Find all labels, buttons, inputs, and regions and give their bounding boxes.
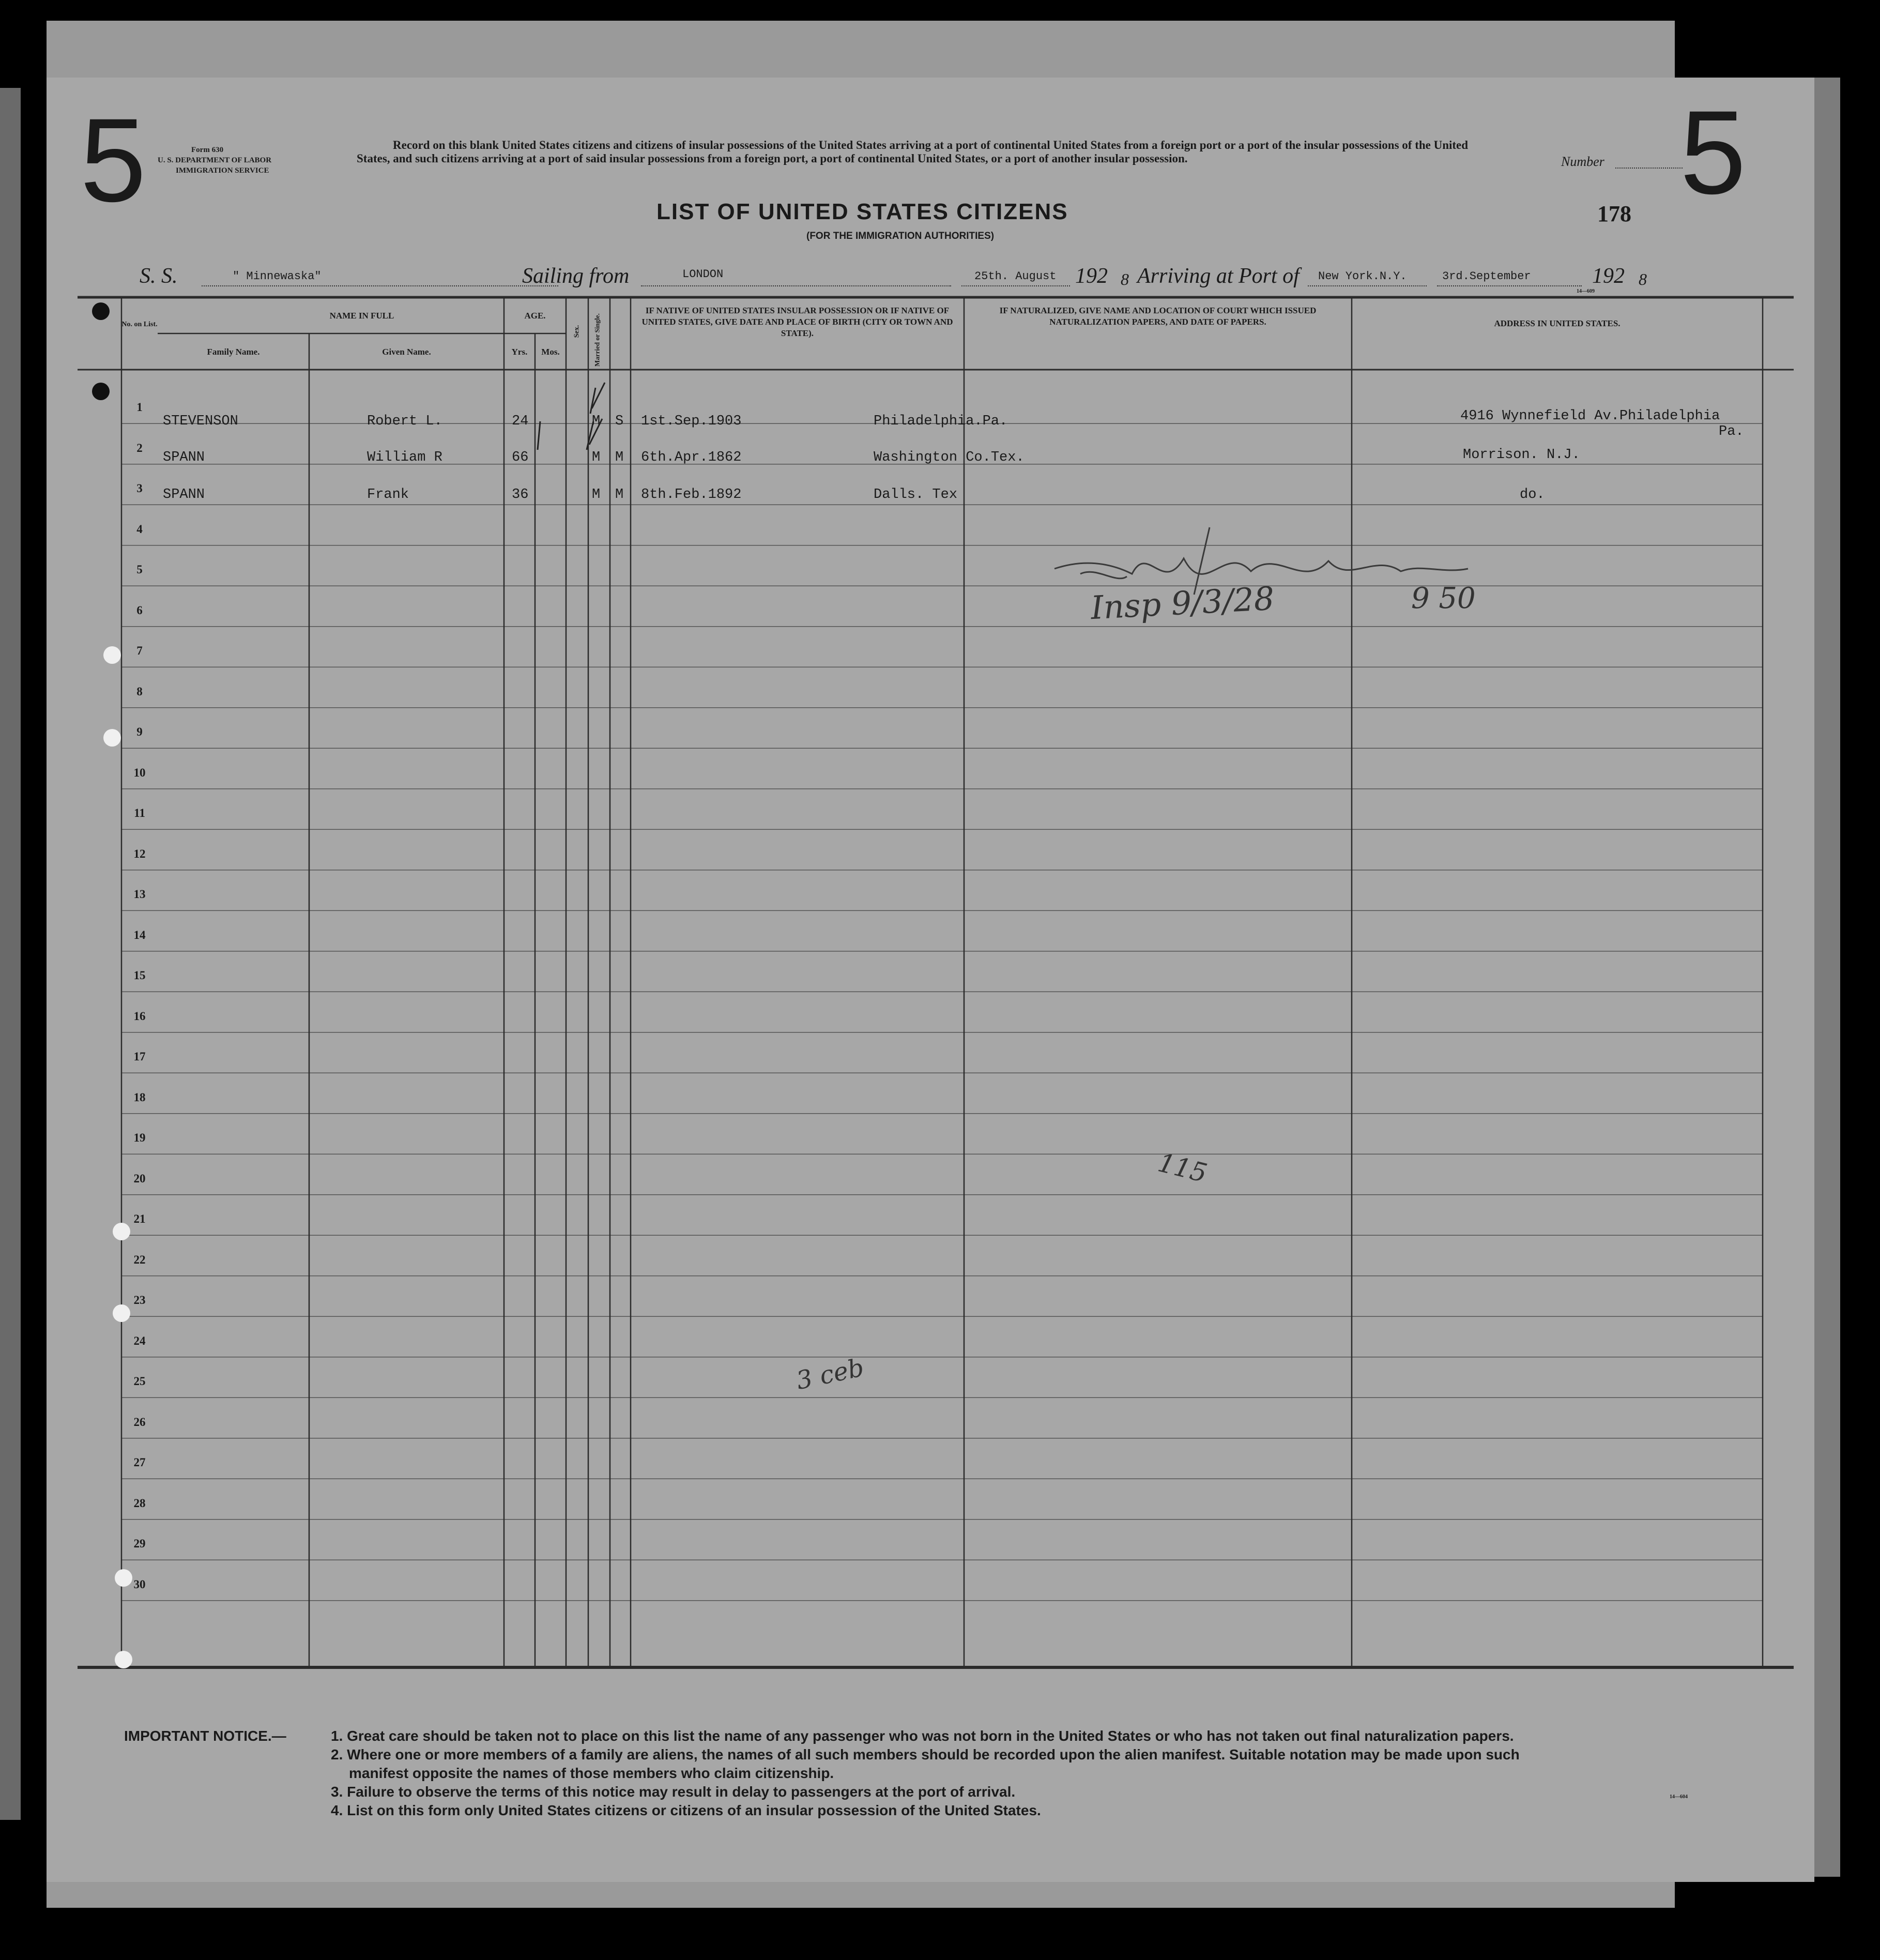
marital-status: M — [615, 487, 624, 503]
family-name: SPANN — [163, 450, 205, 465]
row-number: 12 — [133, 847, 146, 860]
header-given-name: Given Name. — [382, 347, 431, 357]
row-number: 4 — [136, 522, 143, 536]
intro-text: Record on this blank United States citizens and citizens of insular possessions of the United States arriving at a port of continental United States from a foreign port or a port of the insular possessions of the United States, and such citizens arriving at a port of said insular possessions from a foreign port, a port of continental United States, or a port of another insular possession. — [357, 139, 1469, 165]
row-number: 5 — [136, 563, 143, 576]
given-name: Robert L. — [367, 414, 442, 429]
punch-hole — [103, 729, 121, 747]
row-number: 9 — [136, 725, 143, 738]
manifest-form — [47, 78, 1814, 1882]
age-years: 66 — [512, 450, 529, 465]
footer-code: 14—604 — [1670, 1794, 1688, 1800]
service-label: IMMIGRATION SERVICE — [176, 166, 269, 175]
notice-item-4: 4. List on this form only United States citizens or citizens of an insular possession of the United States. — [331, 1802, 1041, 1818]
given-name: Frank — [367, 487, 409, 503]
sheet-number-left: 5 — [80, 94, 146, 226]
row-number: 1 — [136, 401, 143, 414]
form-id: Form 630 — [191, 146, 224, 154]
sailing-year-digit: 8 — [1121, 270, 1129, 288]
header-married: Married or Single. — [593, 313, 601, 367]
birth-place: Philadelphia.Pa. — [874, 414, 1008, 429]
age-years: 36 — [512, 487, 529, 503]
address-line-1: 4916 Wynnefield Av.Philadelphia — [1460, 408, 1720, 424]
row-number: 29 — [133, 1537, 146, 1550]
row-number: 2 — [136, 441, 143, 454]
sex: M — [592, 450, 601, 465]
row-number: 22 — [133, 1253, 146, 1266]
notice-item-1: 1. Great care should be taken not to place on this list the name of any passenger who was not born in the United States or who has not taken out final naturalization papers. — [331, 1728, 1514, 1744]
punch-hole — [115, 1569, 132, 1587]
header-no: No. on List. — [121, 321, 158, 328]
sailing-year-prefix: 192 — [1075, 264, 1108, 288]
row-number: 7 — [136, 644, 143, 657]
row-number: 27 — [133, 1456, 146, 1469]
arrival-port: New York.N.Y. — [1318, 270, 1407, 283]
header-age: AGE. — [524, 311, 546, 321]
row-number: 25 — [133, 1375, 146, 1388]
arrival-year-digit: 8 — [1639, 270, 1647, 288]
row-number: 28 — [133, 1496, 146, 1510]
address-line-2: Pa. — [1719, 424, 1744, 439]
sailing-label: Sailing from — [522, 264, 630, 288]
marital-status: M — [615, 450, 624, 465]
punch-hole — [92, 302, 110, 320]
sheet-number-right: 5 — [1680, 86, 1746, 219]
birth-place: Washington Co.Tex. — [874, 450, 1025, 465]
punch-hole — [92, 383, 110, 400]
row-number: 14 — [133, 928, 146, 941]
birth-date: 8th.Feb.1892 — [641, 487, 742, 503]
header-mos: Mos. — [541, 347, 560, 357]
age-years: 24 — [512, 414, 529, 429]
sailing-date: 25th. August — [974, 270, 1057, 283]
notice-label: IMPORTANT NOTICE.— — [124, 1728, 286, 1744]
punch-hole — [113, 1304, 130, 1322]
page-number: 178 — [1597, 201, 1631, 226]
row-number: 24 — [133, 1334, 146, 1347]
birth-place: Dalls. Tex — [874, 487, 958, 503]
row-number: 18 — [133, 1090, 146, 1104]
marital-status: S — [615, 414, 624, 429]
header-sex: Sex. — [573, 325, 581, 338]
punch-hole — [115, 1651, 132, 1668]
row-number: 6 — [136, 603, 143, 617]
adjacent-page-strip — [0, 88, 21, 1820]
row-number: 16 — [133, 1009, 146, 1023]
row-number: 10 — [133, 766, 146, 779]
row-number: 26 — [133, 1415, 146, 1429]
page-title: LIST OF UNITED STATES CITIZENS — [656, 199, 1068, 224]
header-naturalized: IF NATURALIZED, GIVE NAME AND LOCATION OF COURT WHICH ISSUED NATURALIZATION PAPERS, AND DATE OF PAPERS. — [999, 306, 1317, 327]
row-number: 15 — [133, 969, 146, 982]
sex: M — [592, 414, 601, 429]
row-number: 23 — [133, 1294, 146, 1306]
stamp-number-note: 115 — [1155, 1147, 1211, 1189]
count-note: 3 ceb — [793, 1353, 867, 1396]
row-number: 13 — [133, 888, 146, 901]
birth-date: 6th.Apr.1862 — [641, 450, 742, 465]
punch-hole — [113, 1223, 130, 1240]
ss-label: S. S. — [140, 264, 178, 288]
birth-date: 1st.Sep.1903 — [641, 414, 742, 429]
punch-hole — [103, 646, 121, 664]
arriving-label: Arriving at Port of — [1137, 264, 1300, 288]
row-number: 20 — [133, 1172, 146, 1185]
time-note: 9 50 — [1411, 582, 1476, 615]
number-label: Number — [1561, 154, 1604, 169]
given-name: William R — [367, 450, 442, 465]
row-number: 8 — [136, 685, 143, 698]
sex: M — [592, 487, 601, 503]
notice-item-2: 2. Where one or more members of a family are aliens, the names of all such members should be recorded upon the alien manifest. Suitable notation may be made upon such — [331, 1746, 1520, 1763]
row-number: 30 — [133, 1577, 146, 1591]
header-native: IF NATIVE OF UNITED STATES INSULAR POSSESSION OR IF NATIVE OF UNITED STATES, GIVE DATE AND PLACE OF BIRTH (CITY OR TOWN AND STATE). — [641, 306, 953, 338]
printer-note: 14—609 — [1577, 288, 1595, 294]
notice-item-2-cont: manifest opposite the names of those members who claim citizenship. — [349, 1765, 834, 1781]
address-line-1: Morrison. N.J. — [1463, 447, 1580, 463]
ship-name: " Minnewaska" — [233, 270, 322, 283]
header-name-in-full: NAME IN FULL — [329, 311, 394, 321]
inspector-date-note: Insp 9/3/28 — [1090, 579, 1275, 627]
header-yrs: Yrs. — [511, 347, 528, 357]
family-name: STEVENSON — [163, 414, 238, 429]
header-address: ADDRESS IN UNITED STATES. — [1494, 318, 1621, 328]
header-family-name: Family Name. — [207, 347, 260, 357]
notice-item-3: 3. Failure to observe the terms of this notice may result in delay to passengers at the port of arrival. — [331, 1784, 1016, 1800]
row-number: 3 — [136, 482, 143, 495]
arrival-date: 3rd.September — [1442, 270, 1531, 283]
department-label: U. S. DEPARTMENT OF LABOR — [158, 156, 272, 164]
row-number: 21 — [133, 1212, 146, 1225]
sailing-port: LONDON — [682, 268, 724, 281]
row-number: 19 — [133, 1131, 146, 1144]
family-name: SPANN — [163, 487, 205, 503]
address-line-1: do. — [1520, 487, 1545, 503]
row-number: 17 — [133, 1050, 146, 1063]
page-subtitle: (FOR THE IMMIGRATION AUTHORITIES) — [806, 231, 995, 241]
arrival-year-prefix: 192 — [1592, 264, 1625, 288]
row-number: 11 — [134, 807, 145, 819]
